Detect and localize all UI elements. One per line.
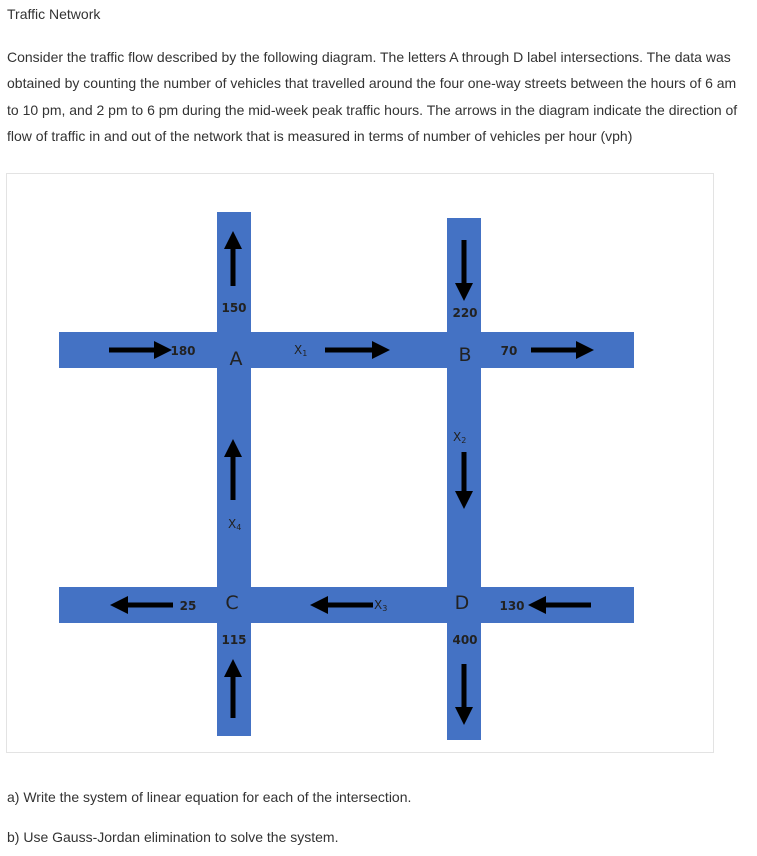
flow-b-right: 70 xyxy=(500,344,518,358)
traffic-network-diagram xyxy=(6,173,714,753)
problem-description: Consider the traffic flow described by the following diagram. The letters A through D label intersections. The data was obtained by counting the number of vehicles that travelled around the four one-way streets between the hours of 6 am to 10 pm, and 2 pm to 6 pm during the mid-week peak traffic hours. The arrows in the diagram indicate the direction of flow of traffic in and out of the network that is measured in terms of number of vehicles per hour (vph) xyxy=(7,49,738,144)
var-x2: X2 xyxy=(453,430,467,445)
var-x3: X3 xyxy=(374,598,388,613)
flow-b-top: 220 xyxy=(452,306,478,320)
flow-c-left: 25 xyxy=(179,599,197,613)
flow-d-bottom: 400 xyxy=(452,633,478,647)
diagram-canvas xyxy=(7,174,713,752)
flow-c-bottom: 115 xyxy=(221,633,247,647)
node-d-label: D xyxy=(454,592,470,614)
question-a: a) Write the system of linear equation for each of the intersection. xyxy=(7,789,412,805)
var-x4: X4 xyxy=(228,517,242,532)
flow-a-left: 180 xyxy=(170,344,196,358)
var-x1: X1 xyxy=(294,343,308,358)
node-b-label: B xyxy=(458,344,472,366)
question-b: b) Use Gauss-Jordan elimination to solve the system. xyxy=(7,829,339,845)
flow-d-right: 130 xyxy=(499,599,525,613)
node-a-label: A xyxy=(229,348,243,370)
flow-a-top: 150 xyxy=(221,301,247,315)
page-title: Traffic Network xyxy=(7,6,101,22)
node-c-label: C xyxy=(225,592,239,614)
